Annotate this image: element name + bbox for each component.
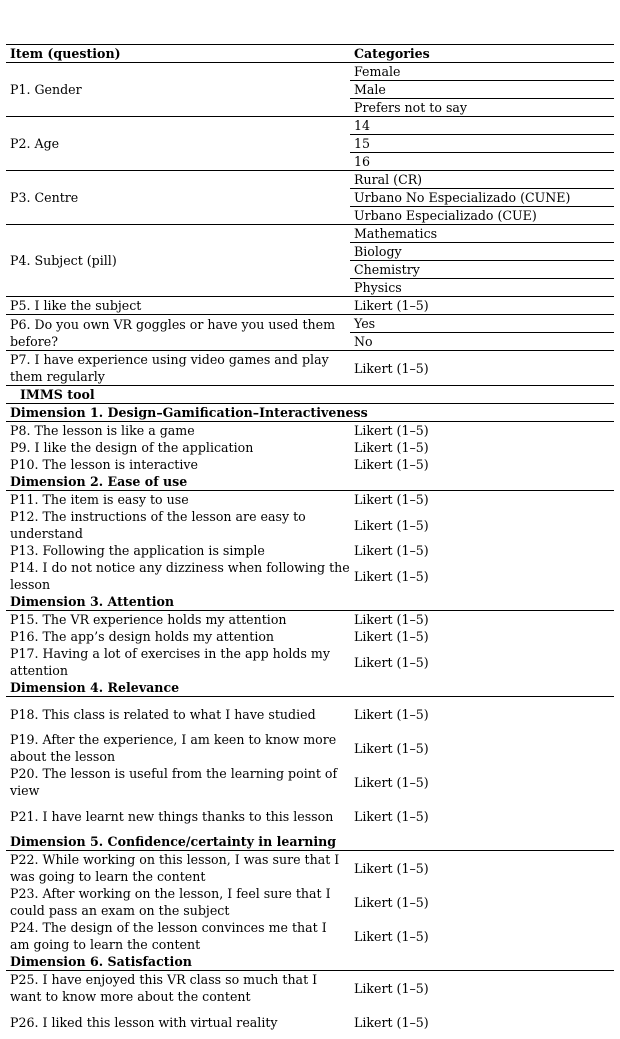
item-category: Likert (1–5) (350, 971, 614, 1006)
dimension-title: Dimension 3. Attention (6, 593, 614, 611)
item-category: Likert (1–5) (350, 1005, 614, 1039)
item-row (6, 1005, 614, 1039)
item-question: P17. Having a lot of exercises in the app holds my attention (6, 645, 350, 679)
item-row (6, 559, 614, 593)
category-cell: 14 (350, 117, 614, 135)
item-row (6, 628, 614, 645)
item-category: Likert (1–5) (350, 628, 614, 645)
profile-row (6, 225, 614, 243)
dimension-heading-row (6, 473, 614, 491)
category-cell: Mathematics (350, 225, 614, 243)
item-row (6, 611, 614, 629)
item-row (6, 456, 614, 473)
category-cell: Biology (350, 243, 614, 261)
profile-row (6, 117, 614, 135)
item-question: P16. The app’s design holds my attention (6, 628, 350, 645)
item-question: P21. I have learnt new things thanks to this lesson (6, 799, 350, 833)
category-cell: Male (350, 81, 614, 99)
item-category: Likert (1–5) (350, 731, 614, 765)
item-category: Likert (1–5) (350, 439, 614, 456)
item-category: Likert (1–5) (350, 799, 614, 833)
questionnaire-body (6, 45, 614, 1039)
item-row (6, 645, 614, 679)
question-cell: P6. Do you own VR goggles or have you used them before? (6, 315, 350, 351)
item-category: Likert (1–5) (350, 456, 614, 473)
category-cell: Urbano Especializado (CUE) (350, 207, 614, 225)
item-question: P22. While working on this lesson, I was sure that I was going to learn the content (6, 851, 350, 886)
item-row (6, 697, 614, 732)
item-category: Likert (1–5) (350, 611, 614, 629)
item-row (6, 765, 614, 799)
header-item: Item (question) (6, 45, 350, 63)
item-category: Likert (1–5) (350, 851, 614, 886)
item-category: Likert (1–5) (350, 508, 614, 542)
item-category: Likert (1–5) (350, 919, 614, 953)
item-question: P12. The instructions of the lesson are easy to understand (6, 508, 350, 542)
item-row (6, 542, 614, 559)
category-cell: Physics (350, 279, 614, 297)
item-category: Likert (1–5) (350, 765, 614, 799)
profile-row (6, 63, 614, 81)
item-question: P18. This class is related to what I have studied (6, 697, 350, 732)
profile-row (6, 315, 614, 333)
category-cell: No (350, 333, 614, 351)
dimension-heading-row (6, 679, 614, 697)
imms-label: IMMS tool (6, 386, 614, 404)
item-row (6, 422, 614, 440)
item-question: P25. I have enjoyed this VR class so much that I want to know more about the content (6, 971, 350, 1006)
item-category: Likert (1–5) (350, 559, 614, 593)
category-cell: Yes (350, 315, 614, 333)
dimension-title: Dimension 1. Design–Gamification–Interactiveness (6, 404, 614, 422)
dimension-title: Dimension 5. Confidence/certainty in learning (6, 833, 614, 851)
item-category: Likert (1–5) (350, 645, 614, 679)
profile-row (6, 297, 614, 315)
dimension-title: Dimension 2. Ease of use (6, 473, 614, 491)
profile-row (6, 171, 614, 189)
category-cell: Urbano No Especializado (CUNE) (350, 189, 614, 207)
item-question: P24. The design of the lesson convinces me that I am going to learn the content (6, 919, 350, 953)
item-question: P8. The lesson is like a game (6, 422, 350, 440)
question-cell: P1. Gender (6, 63, 350, 117)
questionnaire-table (6, 44, 614, 1039)
profile-row (6, 351, 614, 386)
header-row (6, 45, 614, 63)
category-cell: Likert (1–5) (350, 297, 614, 315)
item-question: P10. The lesson is interactive (6, 456, 350, 473)
item-question: P13. Following the application is simple (6, 542, 350, 559)
dimension-heading-row (6, 833, 614, 851)
question-cell: P4. Subject (pill) (6, 225, 350, 297)
category-cell: Prefers not to say (350, 99, 614, 117)
header-categories: Categories (350, 45, 614, 63)
item-question: P19. After the experience, I am keen to know more about the lesson (6, 731, 350, 765)
item-row (6, 491, 614, 509)
item-row (6, 508, 614, 542)
item-row (6, 919, 614, 953)
item-category: Likert (1–5) (350, 697, 614, 732)
item-row (6, 439, 614, 456)
item-row (6, 971, 614, 1006)
category-cell: Rural (CR) (350, 171, 614, 189)
dimension-heading-row (6, 404, 614, 422)
item-question: P20. The lesson is useful from the learning point of view (6, 765, 350, 799)
dimension-heading-row (6, 953, 614, 971)
item-question: P23. After working on the lesson, I feel sure that I could pass an exam on the subject (6, 885, 350, 919)
category-cell: 15 (350, 135, 614, 153)
item-question: P15. The VR experience holds my attention (6, 611, 350, 629)
item-category: Likert (1–5) (350, 422, 614, 440)
item-category: Likert (1–5) (350, 542, 614, 559)
item-category: Likert (1–5) (350, 885, 614, 919)
category-cell: 16 (350, 153, 614, 171)
item-question: P14. I do not notice any dizziness when following the lesson (6, 559, 350, 593)
item-row (6, 885, 614, 919)
dimension-heading-row (6, 593, 614, 611)
dimension-title: Dimension 4. Relevance (6, 679, 614, 697)
dimension-title: Dimension 6. Satisfaction (6, 953, 614, 971)
question-cell: P7. I have experience using video games and play them regularly (6, 351, 350, 386)
item-question: P11. The item is easy to use (6, 491, 350, 509)
item-row (6, 731, 614, 765)
item-row (6, 851, 614, 886)
question-cell: P3. Centre (6, 171, 350, 225)
category-cell: Likert (1–5) (350, 351, 614, 386)
item-question: P26. I liked this lesson with virtual reality (6, 1005, 350, 1039)
imms-row (6, 386, 614, 404)
question-cell: P5. I like the subject (6, 297, 350, 315)
item-question: P9. I like the design of the application (6, 439, 350, 456)
category-cell: Chemistry (350, 261, 614, 279)
question-cell: P2. Age (6, 117, 350, 171)
item-row (6, 799, 614, 833)
category-cell: Female (350, 63, 614, 81)
item-category: Likert (1–5) (350, 491, 614, 509)
